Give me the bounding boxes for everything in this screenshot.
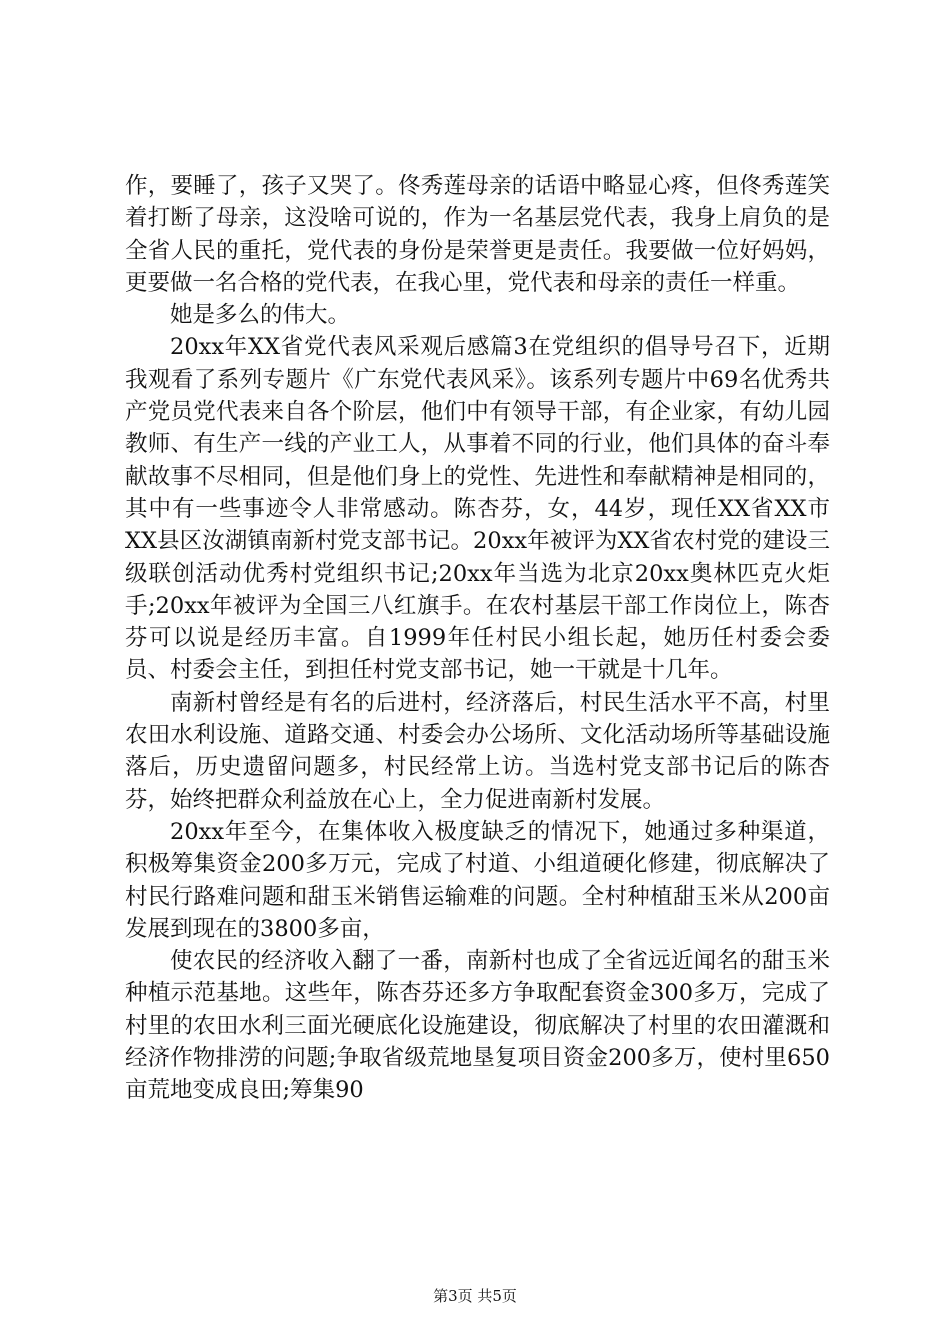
page-number: 第3页 共5页 (433, 1287, 517, 1305)
paragraph: 作，要睡了，孩子又哭了。佟秀莲母亲的话语中略显心疼，但佟秀莲笑着打断了母亲，这没啥可说的，作为一名基层党代表，我身上肩负的是全省人民的重托，党代表的身份是荣誉更是责任。我要做一位好妈妈，更要做一名合格的党代表，在我心里，党代表和母亲的责任一样重。 (125, 173, 830, 296)
paragraph: 20xx年至今，在集体收入极度缺乏的情况下，她通过多种渠道，积极筹集资金200多万元，完成了村道、小组道硬化修建，彻底解决了村民行路难问题和甜玉米销售运输难的问题。全村种植甜玉米从200亩发展到现在的3800多亩， (125, 818, 830, 942)
paragraph: 20xx年XX省党代表风采观后感篇3在党组织的倡导号召下，近期我观看了系列专题片《广东党代表风采》。该系列专题片中69名优秀共产党员党代表来自各个阶层，他们中有领导干部，有企业家，有幼儿园教师、有生产一线的产业工人，从事着不同的行业，他们具体的奋斗奉献故事不尽相同，但是他们身上的党性、先进性和奉献精神是相同的，其中有一些事迹令人非常感动。陈杏芬，女，44岁，现任XX省XX市XX县区汝湖镇南新村党支部书记。20xx年被评为XX省农村党的建设三级联创活动优秀村党组织书记;20xx年当选为北京20xx奥林匹克火炬手;20xx年被评为全国三八红旗手。在农村基层干部工作岗位上，陈杏芬可以说是经历丰富。自1999年任村民小组长起，她历任村委会委员、村委会主任，到担任村党支部书记，她一干就是十几年。 (125, 334, 830, 684)
paragraph: 使农民的经济收入翻了一番，南新村也成了全省远近闻名的甜玉米种植示范基地。这些年，陈杏芬还多方争取配套资金300多万，完成了村里的农田水利三面光硬底化设施建设，彻底解决了村里的农田灌溉和经济作物排涝的问题;争取省级荒地垦复项目资金200多万，使村里650亩荒地变成良田;筹集90 (125, 948, 830, 1104)
paragraph: 她是多么的伟大。 (170, 302, 351, 329)
paragraph: 南新村曾经是有名的后进村，经济落后，村民生活水平不高，村里农田水利设施、道路交通、村委会办公场所、文化活动场所等基础设施落后，历史遗留问题多，村民经常上访。当选村党支部书记后的陈杏芬，始终把群众利益放在心上，全力促进南新村发展。 (125, 689, 830, 813)
body-text (125, 170, 830, 1107)
page-footer (0, 1286, 950, 1306)
